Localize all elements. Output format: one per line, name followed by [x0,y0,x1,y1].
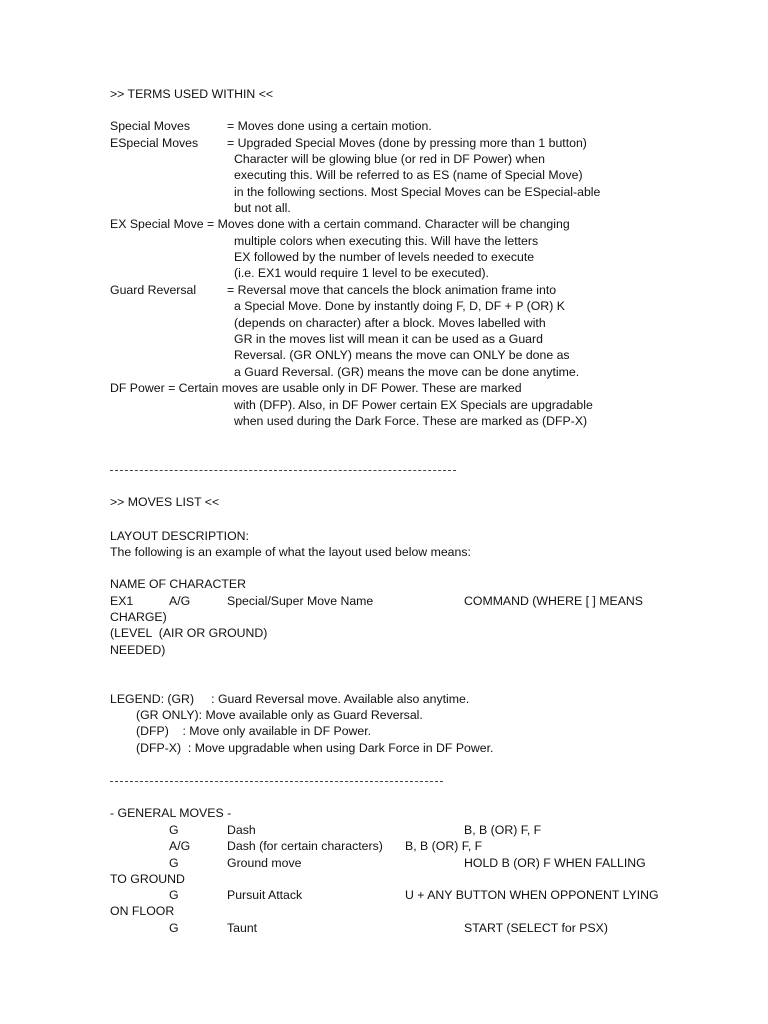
general-command: B, B (OR) F, F [464,823,542,837]
general-wrap: ON FLOOR [110,904,175,918]
layout-level-note: (LEVEL (AIR OR GROUND) [110,626,268,640]
separator [110,470,456,472]
term-especial-label: ESpecial Moves [110,136,199,150]
general-name: Ground move [227,856,302,870]
name-of-character: NAME OF CHARACTER [110,577,246,591]
general-type: G [169,856,179,870]
layout-move-name: Special/Super Move Name [227,594,374,608]
general-command: HOLD B (OR) F WHEN FALLING [464,856,646,870]
layout-charge: CHARGE) [110,610,167,624]
legend-line: (DFP) : Move only available in DF Power. [136,724,372,738]
term-special-def: = Moves done using a certain motion. [227,119,432,133]
layout-needed: NEEDED) [110,643,166,657]
layout-level: EX1 [110,594,134,608]
layout-intro: The following is an example of what the layout used below means: [110,545,471,559]
general-name: Pursuit Attack [227,888,303,902]
term-especial-def: but not all. [234,201,291,215]
general-type: G [169,823,179,837]
term-ex-def: EX followed by the number of levels needed to execute [234,250,535,264]
term-gr-def: Reversal. (GR ONLY) means the move can ONLY be done as [234,348,570,362]
general-name: Dash [227,823,256,837]
term-especial-def: executing this. Will be referred to as ES (name of Special Move) [234,168,583,182]
layout-title: LAYOUT DESCRIPTION: [110,529,249,543]
general-name: Taunt [227,921,258,935]
general-command: U + ANY BUTTON WHEN OPPONENT LYING [405,888,659,902]
legend-line: (DFP-X) : Move upgradable when using Dark Force in DF Power. [136,741,494,755]
term-gr-def: = Reversal move that cancels the block animation frame into [227,283,557,297]
term-gr-def: a Special Move. Done by instantly doing F, D, DF + P (OR) K [234,299,565,313]
layout-command: COMMAND (WHERE [ ] MEANS [464,594,643,608]
terms-heading: >> TERMS USED WITHIN << [110,87,274,101]
term-df-def: when used during the Dark Force. These are marked as (DFP-X) [234,414,588,428]
term-ex-def: multiple colors when executing this. Will have the letters [234,234,539,248]
general-name: Dash (for certain characters) [227,839,383,853]
general-command: START (SELECT for PSX) [464,921,608,935]
term-df-def: with (DFP). Also, in DF Power certain EX Specials are upgradable [234,398,593,412]
layout-type: A/G [169,594,191,608]
separator [110,781,443,783]
term-ex-def: (i.e. EX1 would require 1 level to be executed). [234,266,489,280]
legend-line: (GR ONLY): Move available only as Guard Reversal. [136,708,423,722]
term-especial-def: Character will be glowing blue (or red in DF Power) when [234,152,545,166]
general-heading: - GENERAL MOVES - [110,806,232,820]
general-type: G [169,888,179,902]
term-especial-def: = Upgraded Special Moves (done by pressing more than 1 button) [227,136,587,150]
general-command: B, B (OR) F, F [405,839,483,853]
legend-line: LEGEND: (GR) : Guard Reversal move. Available also anytime. [110,692,470,706]
term-gr-label: Guard Reversal [110,283,197,297]
general-type: A/G [169,839,191,853]
term-gr-def: a Guard Reversal. (GR) means the move can be done anytime. [234,365,580,379]
term-df-line: DF Power = Certain moves are usable only in DF Power. These are marked [110,381,522,395]
moves-heading: >> MOVES LIST << [110,495,220,509]
general-type: G [169,921,179,935]
term-especial-def: in the following sections. Most Special Moves can be ESpecial-able [234,185,601,199]
term-gr-def: GR in the moves list will mean it can be used as a Guard [234,332,543,346]
term-special-label: Special Moves [110,119,190,133]
general-wrap: TO GROUND [110,872,185,886]
term-gr-def: (depends on character) after a block. Moves labelled with [234,316,546,330]
term-ex-line: EX Special Move = Moves done with a certain command. Character will be changing [110,217,570,231]
